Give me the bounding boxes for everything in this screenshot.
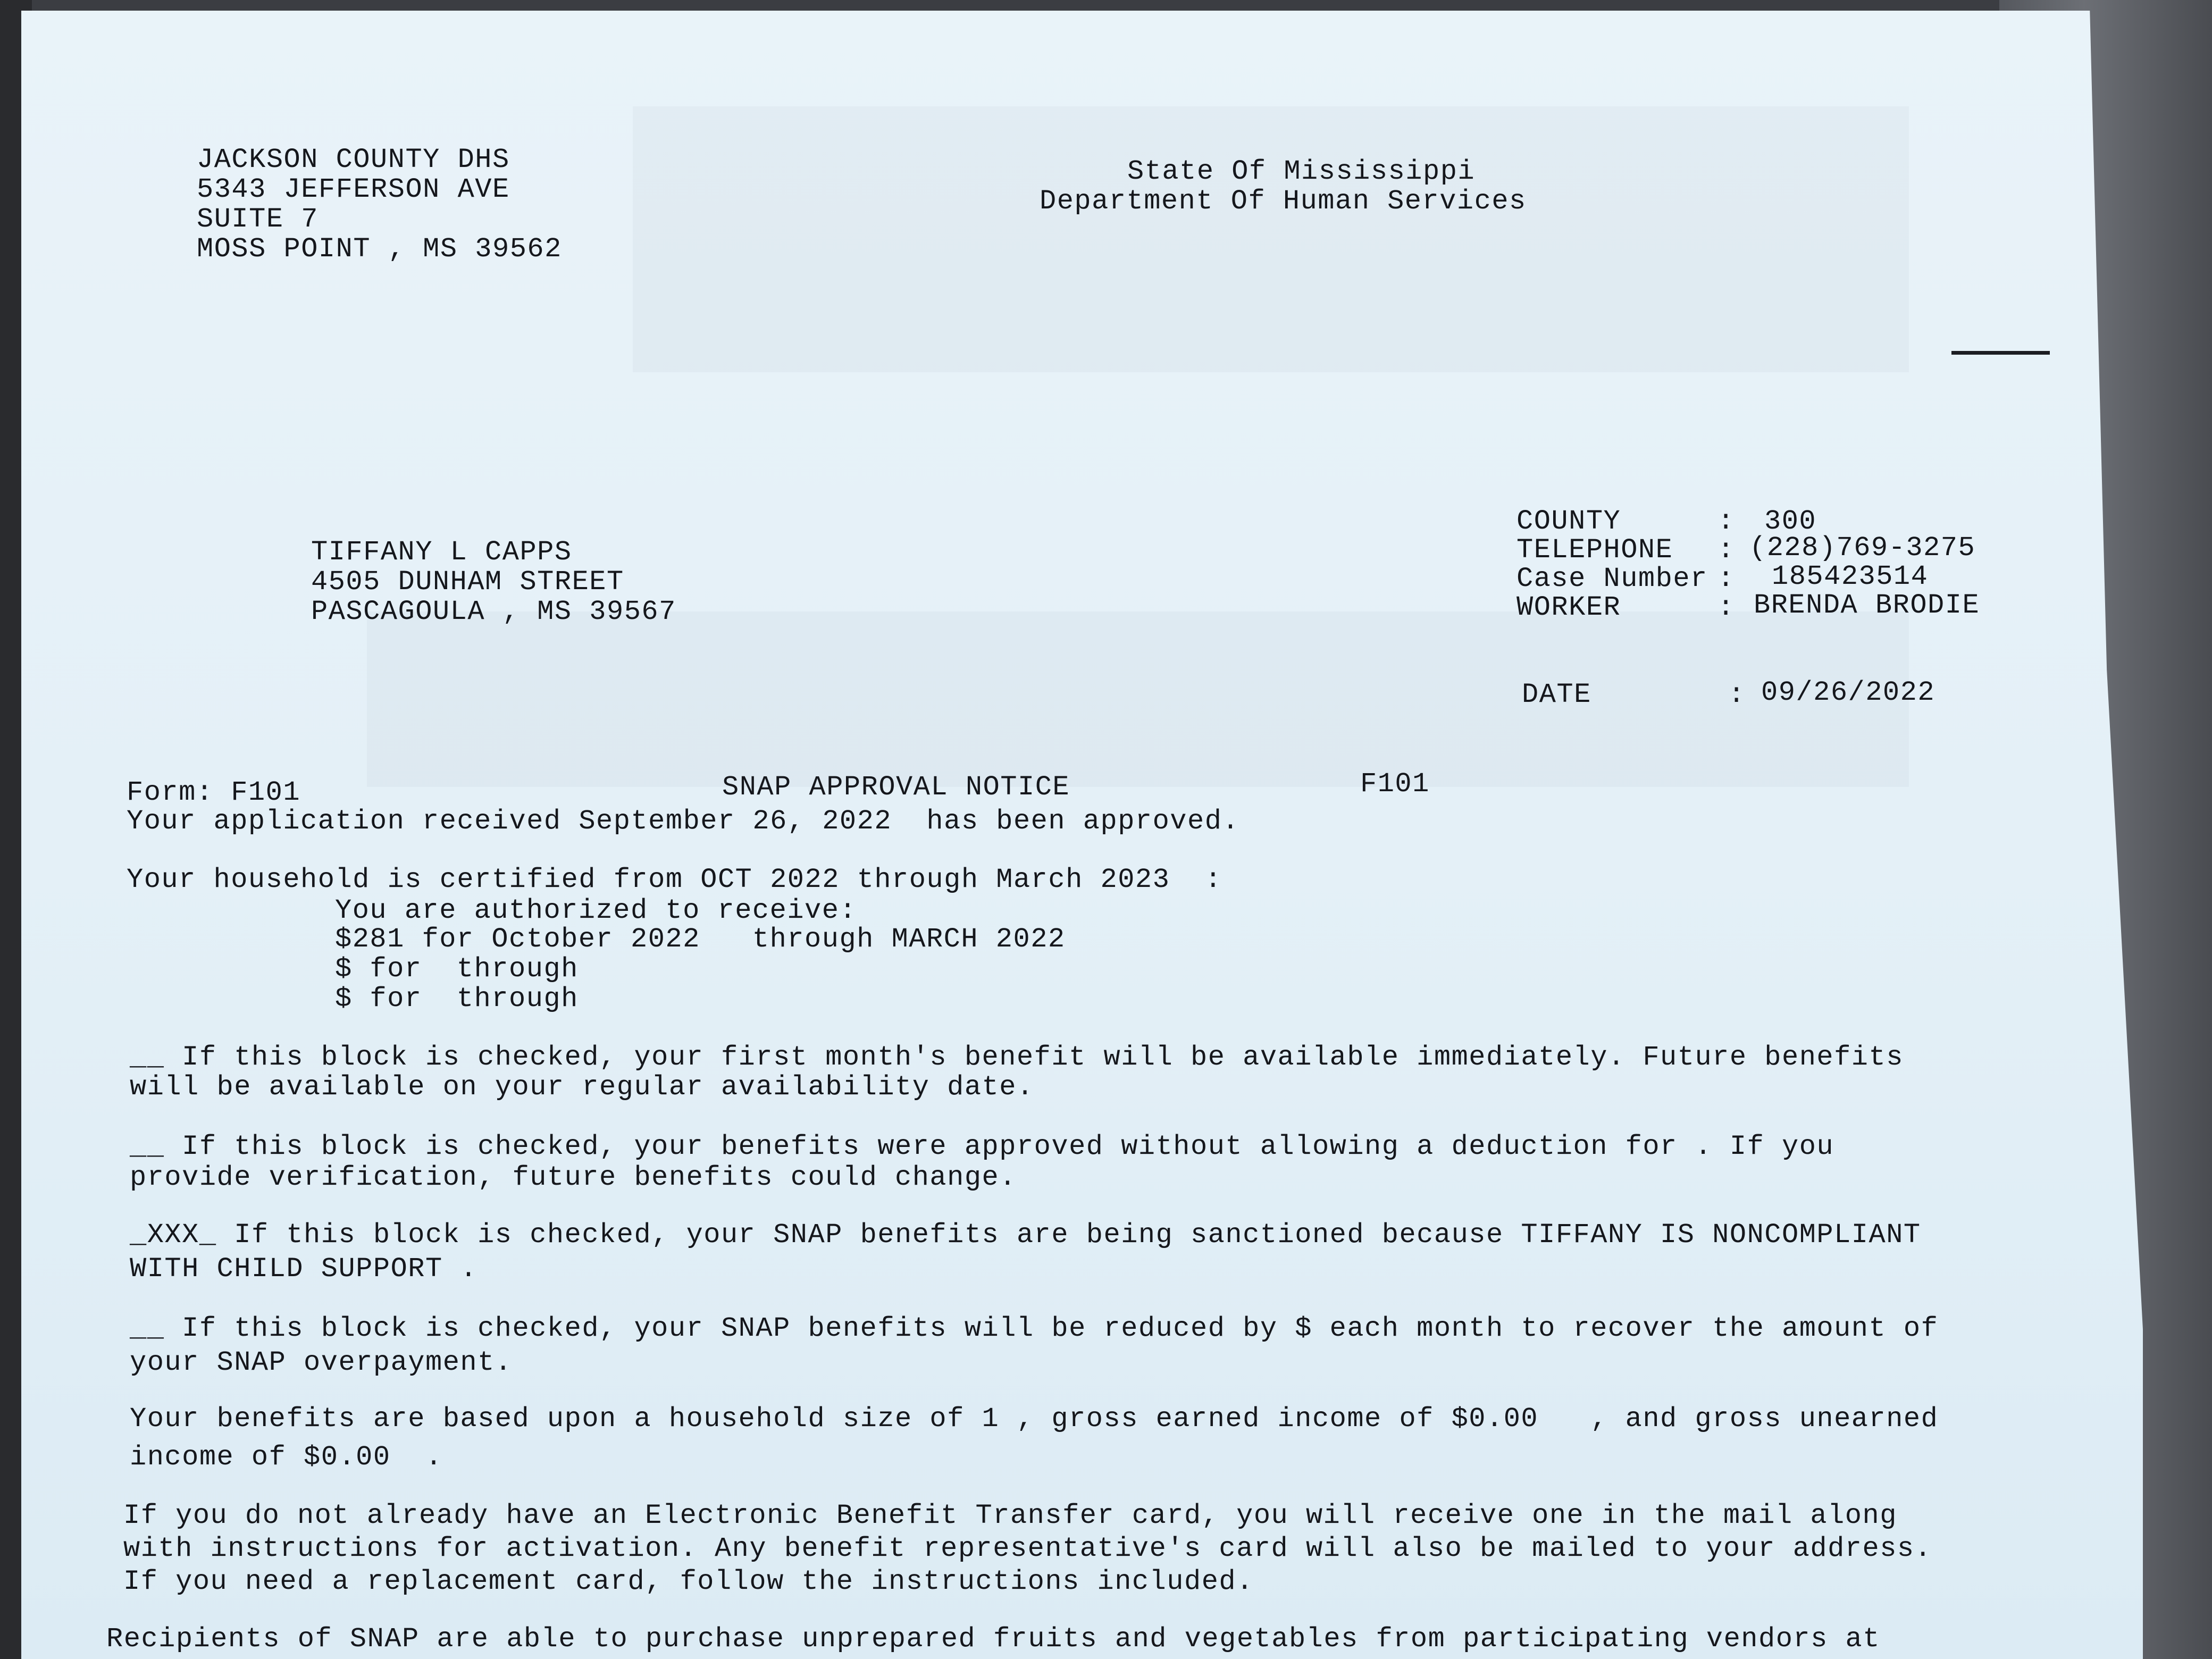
block1-line2: will be available on your regular availability date. — [130, 1071, 1034, 1103]
household-line1: Your benefits are based upon a household size of 1 , gross earned income of $0.00 , and gross unearned — [130, 1403, 1939, 1435]
case-number-label: Case Number — [1516, 563, 1708, 594]
worker-value: BRENDA BRODIE — [1754, 590, 1980, 621]
benefit-line-3: $ for through — [335, 983, 579, 1015]
notice-title: SNAP APPROVAL NOTICE — [722, 772, 1070, 803]
block4-line1: __ If this block is checked, your SNAP benefits will be reduced by $ each month to recover the amount of — [130, 1313, 1939, 1344]
block2-line1: __ If this block is checked, your benefits were approved without allowing a deduction for . If you — [130, 1131, 1834, 1162]
colon: : — [1717, 592, 1735, 623]
block4-line2: your SNAP overpayment. — [130, 1347, 513, 1378]
ebt-line2: with instructions for activation. Any benefit representative's card will also be mailed to your address. — [123, 1533, 1932, 1564]
colon: : — [1717, 506, 1735, 537]
sender-address-line3: SUITE 7 — [197, 204, 319, 235]
block2-line2: provide verification, future benefits could change. — [130, 1162, 1017, 1193]
fold-mark — [1951, 351, 2050, 355]
colon: : — [1717, 563, 1735, 594]
county-label: COUNTY — [1516, 506, 1621, 537]
household-line2: income of $0.00 . — [130, 1442, 443, 1473]
county-value: 300 — [1764, 506, 1817, 537]
application-status: Your application received September 26, 2022 has been approved. — [127, 806, 1240, 837]
block3-line1: _XXX_ If this block is checked, your SNAP benefits are being sanctioned because TIFFANY IS NONCOMPLIANT — [130, 1219, 1921, 1251]
authorized-line: You are authorized to receive: — [335, 895, 857, 926]
agency-department: Department Of Human Services — [1040, 186, 1527, 217]
colon: : — [1717, 534, 1735, 566]
show-through-table — [367, 611, 1909, 787]
recipient-name: TIFFANY L CAPPS — [311, 537, 572, 568]
ebt-line3: If you need a replacement card, follow the instructions included. — [123, 1566, 1254, 1597]
case-number-value: 185423514 — [1772, 561, 1929, 592]
recipient-city: PASCAGOULA , MS 39567 — [311, 596, 676, 627]
block1-line1: __ If this block is checked, your first month's benefit will be available immediately. Future benefits — [130, 1042, 1904, 1073]
date-value: 09/26/2022 — [1761, 677, 1936, 708]
sender-address-line2: 5343 JEFFERSON AVE — [197, 174, 510, 205]
colon: : — [1728, 679, 1746, 710]
form-code: F101 — [1360, 768, 1430, 800]
recipient-street: 4505 DUNHAM STREET — [311, 566, 624, 598]
telephone-label: TELEPHONE — [1516, 534, 1673, 566]
form-label: Form: F101 — [127, 777, 301, 808]
telephone-value: (228)769-3275 — [1749, 532, 1976, 564]
worker-label: WORKER — [1516, 592, 1621, 623]
show-through-text — [633, 106, 1909, 372]
agency-state: State Of Mississippi — [1127, 156, 1476, 187]
sender-address-line4: MOSS POINT , MS 39562 — [197, 233, 562, 265]
recipients-line1: Recipients of SNAP are able to purchase unprepared fruits and vegetables from participating vendors at — [106, 1623, 1880, 1655]
benefit-line-1: $281 for October 2022 through MARCH 2022 — [335, 924, 1066, 955]
ebt-line1: If you do not already have an Electronic Benefit Transfer card, you will receive one in the mail along — [123, 1500, 1897, 1531]
certification-period: Your household is certified from OCT 2022 through March 2023 : — [127, 864, 1222, 895]
date-label: DATE — [1522, 679, 1591, 710]
benefit-line-2: $ for through — [335, 953, 579, 985]
block3-line2: WITH CHILD SUPPORT . — [130, 1253, 478, 1285]
sender-address-line1: JACKSON COUNTY DHS — [197, 144, 510, 175]
